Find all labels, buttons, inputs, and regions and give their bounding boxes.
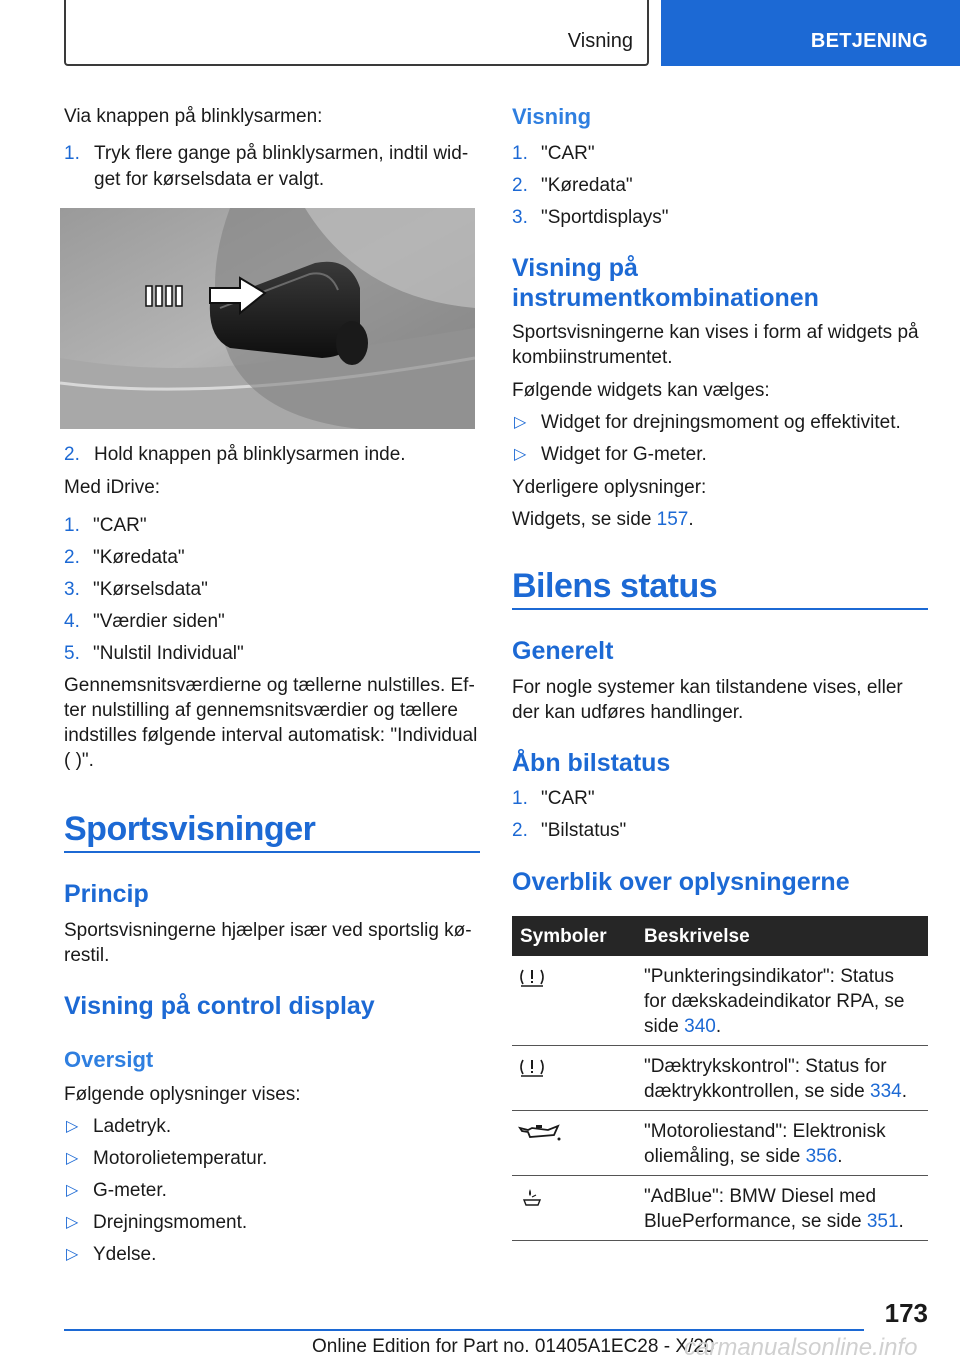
description-text: dæktrykkontrollen, se side xyxy=(644,1081,870,1102)
general-text-line: der kan udføres handlinger. xyxy=(512,702,744,723)
menu-step-number: 4. xyxy=(64,611,80,632)
menu-step-text: "CAR" xyxy=(541,143,595,164)
bullet-text: Widget for drejningsmoment og effektivitet. xyxy=(541,412,901,433)
overview-intro: Følgende oplysninger vises: xyxy=(64,1084,301,1105)
subheading-instrument-line2: instrumentkombinationen xyxy=(512,284,819,312)
menu-step-text: "Kørselsdata" xyxy=(93,579,208,600)
widgets-reference-text: Widgets, se side xyxy=(512,509,657,530)
turn-signal-stalk-illustration xyxy=(60,208,475,429)
page-link-340[interactable]: 340 xyxy=(684,1016,716,1037)
header-section-tab xyxy=(64,0,649,66)
table-row xyxy=(512,1046,928,1111)
subheading-aabn-bilstatus: Åbn bilstatus xyxy=(512,749,671,777)
tire-pressure-icon xyxy=(518,1056,546,1078)
subheading-oversigt: Oversigt xyxy=(64,1047,154,1072)
table-header-symbols: Symboler xyxy=(520,926,607,947)
description-line: "Motoroliestand": Elektronisk xyxy=(644,1121,886,1142)
description-line: "AdBlue": BMW Diesel med xyxy=(644,1186,877,1207)
watermark-logo: carmanualsonline.info xyxy=(684,1334,918,1361)
principle-text-line: Sportsvisningerne hjælper især ved sportslig kø- xyxy=(64,920,472,941)
menu-step-text: "Værdier siden" xyxy=(93,611,225,632)
header-chapter-tab xyxy=(661,0,960,66)
menu-step-number: 2. xyxy=(512,175,528,196)
bullet-triangle-icon: ▷ xyxy=(66,1246,79,1263)
subheading-overblik: Overblik over oplysningerne xyxy=(512,868,850,896)
section-heading-sportsvisninger: Sportsvisninger xyxy=(64,810,316,848)
bullet-triangle-icon: ▷ xyxy=(514,414,527,431)
table-header xyxy=(512,916,928,956)
description-line-last: side 340. xyxy=(644,1016,722,1037)
table-description xyxy=(644,1054,924,1104)
bullet-triangle-icon: ▷ xyxy=(66,1118,79,1135)
bullet-text: G-meter. xyxy=(93,1180,167,1201)
reset-paragraph-line: ( )". xyxy=(64,750,94,771)
section-heading-bilens-status: Bilens status xyxy=(512,567,718,605)
menu-step-number: 1. xyxy=(512,143,528,164)
bullet-text: Widget for G-meter. xyxy=(541,444,707,465)
table-header-description: Beskrivelse xyxy=(644,926,750,947)
intro-text: Via knappen på blinklysarmen: xyxy=(64,106,323,127)
description-line-last: BluePerformance, se side 351. xyxy=(644,1211,904,1232)
subheading-instrument-line1: Visning på xyxy=(512,254,638,282)
step-text: Hold knappen på blinklysarmen inde. xyxy=(94,444,406,465)
page-link-351[interactable]: 351 xyxy=(866,1211,899,1232)
bullet-triangle-icon: ▷ xyxy=(514,446,527,463)
idrive-label: Med iDrive: xyxy=(64,477,161,498)
stalk-figure-svg xyxy=(60,208,475,429)
bullet-triangle-icon: ▷ xyxy=(66,1214,79,1231)
description-text: side xyxy=(644,1016,685,1037)
bullet-triangle-icon: ▷ xyxy=(66,1150,79,1167)
step-text: get for kørselsdata er valgt. xyxy=(94,169,325,190)
widgets-intro: Følgende widgets kan vælges: xyxy=(512,380,770,401)
header-section-title: Visning xyxy=(567,30,633,52)
heading-rule xyxy=(512,608,928,610)
table-row xyxy=(512,956,928,1046)
bullet-text: Ydelse. xyxy=(93,1244,157,1265)
subheading-princip: Princip xyxy=(64,880,149,908)
step-number: 1. xyxy=(64,143,80,164)
subheading-visning: Visning xyxy=(512,104,592,129)
description-line: for dækskadeindikator RPA, se xyxy=(644,991,905,1012)
menu-step-number: 1. xyxy=(64,515,80,536)
adblue-icon xyxy=(518,1186,546,1208)
reset-paragraph-line: indstilles følgende interval automatisk: "Individual xyxy=(64,725,478,746)
subheading-generelt: Generelt xyxy=(512,637,614,665)
page-link-334[interactable]: 334 xyxy=(870,1081,902,1102)
tire-warning-icon xyxy=(518,966,546,988)
instrument-text-line: kombiinstrumentet. xyxy=(512,347,673,368)
description-line: "Punkteringsindikator": Status xyxy=(644,966,895,987)
page-number: 173 xyxy=(884,1298,928,1328)
step-number: 2. xyxy=(64,444,80,465)
description-text: BluePerformance, se side xyxy=(644,1211,867,1232)
menu-step-text: "CAR" xyxy=(541,788,595,809)
page-link-356[interactable]: 356 xyxy=(805,1146,838,1167)
more-info-label: Yderligere oplysninger: xyxy=(512,477,707,498)
principle-text-line: restil. xyxy=(64,945,110,966)
table-row xyxy=(512,1176,928,1241)
description-line-last: oliemåling, se side 356. xyxy=(644,1146,843,1167)
menu-step-text: "CAR" xyxy=(93,515,147,536)
menu-step-number: 1. xyxy=(512,788,528,809)
bullet-text: Drejningsmoment. xyxy=(93,1212,248,1233)
menu-step-text: "Køredata" xyxy=(93,547,185,568)
bullet-text: Motorolietemperatur. xyxy=(93,1148,268,1169)
menu-step-number: 5. xyxy=(64,643,80,664)
status-overview-table xyxy=(512,916,928,1241)
oil-can-icon xyxy=(518,1121,562,1143)
bullet-triangle-icon: ▷ xyxy=(66,1182,79,1199)
description-text: oliemåling, se side xyxy=(644,1146,806,1167)
description-line: "Dæktrykskontrol": Status for xyxy=(644,1056,887,1077)
menu-step-text: "Bilstatus" xyxy=(541,820,627,841)
menu-step-text: "Nulstil Individual" xyxy=(93,643,244,664)
reset-paragraph-line: Gennemsnitsværdierne og tællerne nulstilles. Ef- xyxy=(64,675,475,696)
page-link-157[interactable]: 157 xyxy=(656,509,689,530)
subheading-control-display: Visning på control display xyxy=(64,992,375,1020)
menu-step-number: 3. xyxy=(512,207,528,228)
table-description xyxy=(644,964,924,1039)
footer-edition-text: Online Edition for Part no. 01405A1EC28 - X/20 xyxy=(312,1336,715,1357)
table-description xyxy=(644,1119,924,1169)
reset-paragraph-line: ter nulstilling af gennemsnitsværdier og tællere xyxy=(64,700,458,721)
menu-step-number: 3. xyxy=(64,579,80,600)
table-description xyxy=(644,1184,924,1234)
menu-step-text: "Køredata" xyxy=(541,175,633,196)
menu-step-number: 2. xyxy=(64,547,80,568)
instrument-text-line: Sportsvisningerne kan vises i form af widgets på xyxy=(512,322,919,343)
step-text: Tryk flere gange på blinklysarmen, indtil wid- xyxy=(94,143,469,164)
menu-step-text: "Sportdisplays" xyxy=(541,207,669,228)
bullet-text: Ladetryk. xyxy=(93,1116,172,1137)
general-text-line: For nogle systemer kan tilstandene vises, eller xyxy=(512,677,903,698)
table-row xyxy=(512,1111,928,1176)
header-chapter-title: BETJENING xyxy=(810,30,928,52)
menu-step-number: 2. xyxy=(512,820,528,841)
widgets-reference: Widgets, se side 157. xyxy=(512,509,694,530)
footer-rule xyxy=(64,1329,864,1331)
description-line-last: dæktrykkontrollen, se side 334. xyxy=(644,1081,907,1102)
heading-rule xyxy=(64,851,480,853)
